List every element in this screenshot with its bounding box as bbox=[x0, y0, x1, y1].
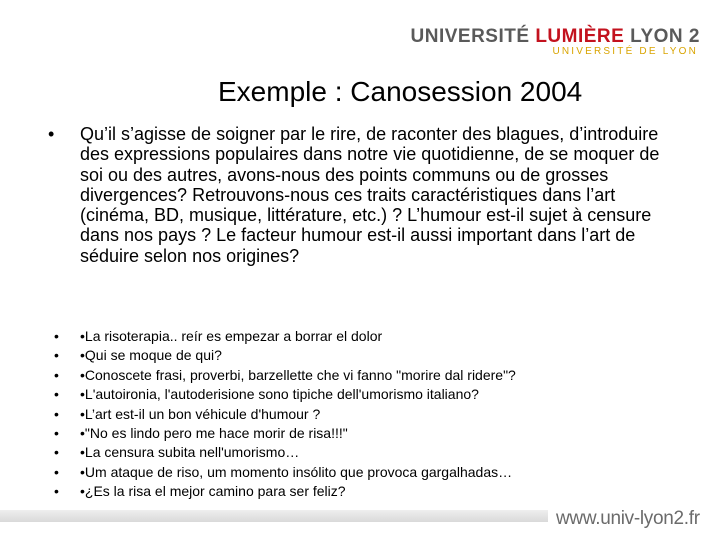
list-bullet: • bbox=[54, 386, 59, 403]
list-bullet: • bbox=[54, 424, 59, 441]
list-item-text: •Conoscete frasi, proverbi, barzellette che vi fanno "morire dal ridere"? bbox=[80, 366, 516, 383]
footer-band bbox=[0, 510, 548, 522]
list-item bbox=[54, 366, 654, 385]
list-item-text: •L'autoironia, l'autoderisione sono tipiche dell'umorismo italiano? bbox=[80, 386, 479, 403]
list-item-text: •L’art est-il un bon véhicule d'humour ? bbox=[80, 405, 321, 422]
main-paragraph bbox=[50, 124, 675, 266]
list-item bbox=[54, 346, 654, 365]
main-bullet: • bbox=[48, 124, 55, 144]
list-item bbox=[54, 463, 654, 482]
list-item bbox=[54, 385, 654, 404]
list-bullet: • bbox=[54, 347, 59, 364]
list-item-text: •Qui se moque de qui? bbox=[80, 347, 222, 364]
list-item bbox=[54, 327, 654, 346]
main-paragraph-text: Qu’il s’agisse de soigner par le rire, de raconter des blagues, d’introduire des expressions populaires dans notre vie quotidienne, de se moquer de soi ou des autres, avons-nous des points communs ou de grosses divergences? Retrouvons-nous ces traits caractéristiques dans l’art (cinéma, BD, musique, littérature, etc.) ? L’humour est-il sujet à censure dans nos pays ? Le facteur humour est-il aussi important dans l’art de séduire selon nos origines? bbox=[80, 124, 660, 266]
list-bullet: • bbox=[54, 463, 59, 480]
list-item bbox=[54, 443, 654, 462]
list-item-text: •Um ataque de riso, um momento insólito que provoca gargalhadas… bbox=[80, 463, 513, 480]
logo-word-lumiere: LUMIÈRE bbox=[535, 26, 625, 47]
list-bullet: • bbox=[54, 366, 59, 383]
list-bullet: • bbox=[54, 328, 59, 344]
slide-title: Exemple : Canosession 2004 bbox=[218, 76, 583, 107]
list-item-text: •"No es lindo pero me hace morir de risa!!!" bbox=[80, 424, 348, 441]
university-logo bbox=[410, 26, 700, 58]
list-item bbox=[54, 424, 654, 443]
logo-main-text bbox=[411, 26, 700, 48]
list-bullet: • bbox=[54, 405, 59, 422]
topic-list bbox=[54, 327, 654, 502]
list-bullet: • bbox=[54, 483, 59, 500]
footer-url: www.univ-lyon2.fr bbox=[556, 508, 700, 529]
logo-word-universite: UNIVERSITÉ bbox=[410, 26, 536, 47]
list-item-text: •La risoterapia.. reír es empezar a borrar el dolor bbox=[80, 328, 383, 344]
list-item-text: •La censura subita nell'umorismo… bbox=[80, 444, 300, 461]
logo-word-lyon: LYON 2 bbox=[624, 26, 700, 47]
logo-subtitle: UNIVERSITÉ DE LYON bbox=[552, 46, 698, 57]
list-bullet: • bbox=[54, 444, 59, 461]
list-item bbox=[54, 482, 654, 501]
list-item bbox=[54, 405, 654, 424]
list-item-text: •¿Es la risa el mejor camino para ser feliz? bbox=[80, 483, 346, 500]
